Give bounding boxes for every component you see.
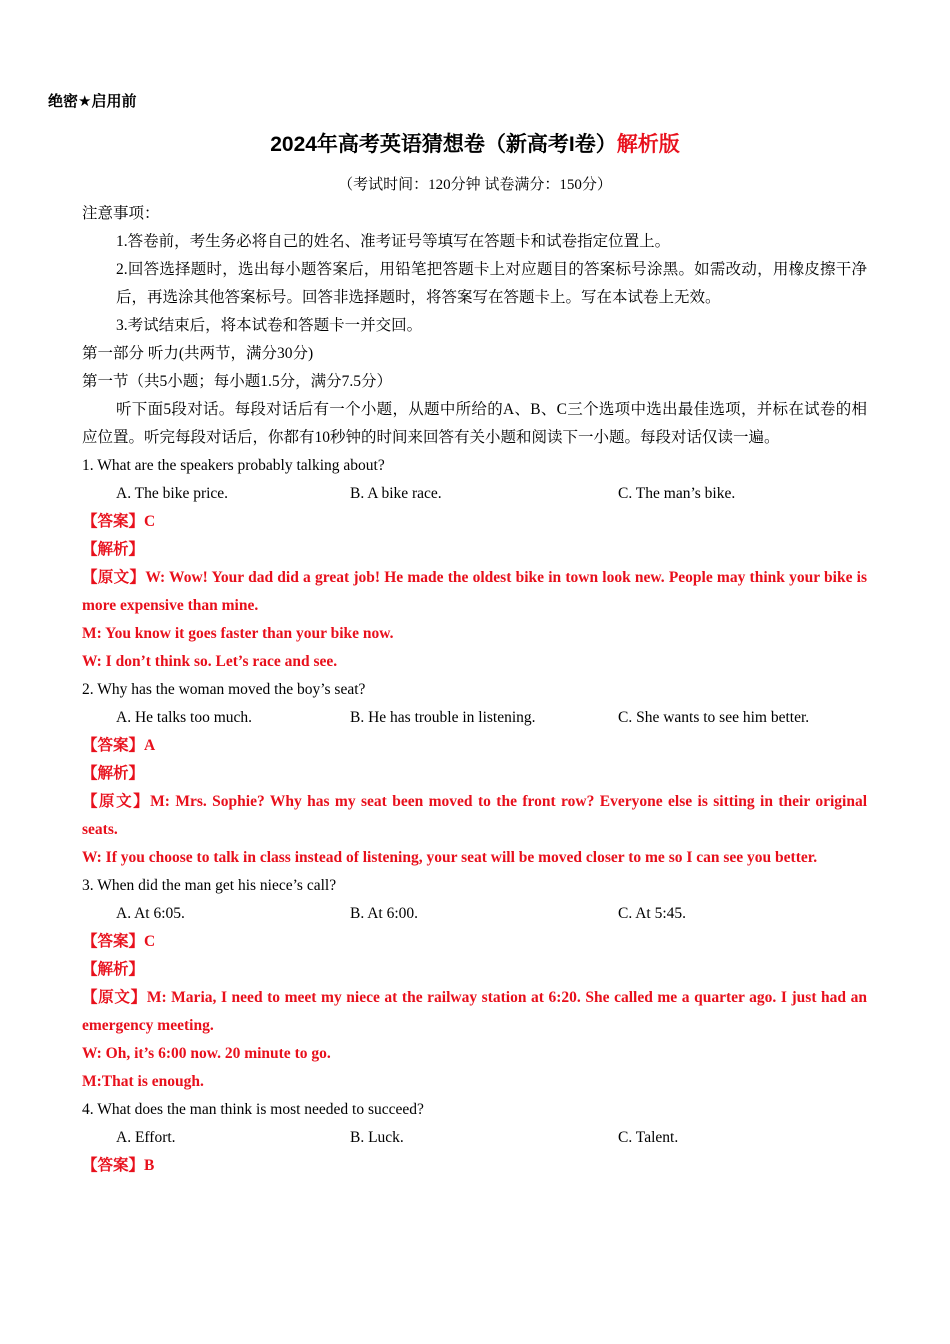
option-a: A. The bike price. — [116, 485, 229, 502]
transcript-line: 【原文】M: Maria, I need to meet my niece at the railway station at 6:20. She called me a quarter ago. I just had an emergency meeting. — [82, 989, 867, 1034]
option-b: B. Luck. — [350, 1129, 404, 1146]
transcript-line: W: Oh, it’s 6:00 now. 20 minute to go. — [82, 1045, 331, 1062]
option-b: B. A bike race. — [350, 485, 442, 502]
part1-heading: 第一部分 听力(共两节，满分30分) — [82, 345, 314, 362]
question-options — [82, 704, 867, 732]
analysis-label: 【解析】 — [82, 541, 145, 558]
transcript-line: M:That is enough. — [82, 1073, 204, 1090]
option-a: A. He talks too much. — [116, 709, 253, 726]
answer: 【答案】C — [82, 933, 156, 950]
question-stem: 1. What are the speakers probably talking about? — [82, 457, 385, 474]
option-b: B. He has trouble in listening. — [350, 709, 536, 726]
transcript-line: 【原文】M: Mrs. Sophie? Why has my seat been moved to the front row? Everyone else is sitting in their original seats. — [82, 793, 867, 838]
exam-body — [82, 200, 867, 1180]
transcript-line: 【原文】W: Wow! Your dad did a great job! He made the oldest bike in town look new. People may think your bike is more expensive than mine. — [82, 569, 867, 614]
option-a: A. Effort. — [116, 1129, 176, 1146]
analysis-label: 【解析】 — [82, 765, 145, 782]
question-options — [82, 1124, 867, 1152]
title-main: 2024年高考英语猜想卷（新高考I卷） — [270, 133, 617, 156]
title-edition: 解析版 — [616, 133, 680, 156]
question-options — [82, 900, 867, 928]
note-3: 3.考试结束后，将本试卷和答题卡一并交回。 — [116, 317, 423, 334]
transcript-line: M: You know it goes faster than your bike now. — [82, 625, 394, 642]
transcript-line: W: If you choose to talk in class instead of listening, your seat will be moved closer to me so I can see you better. — [82, 849, 818, 866]
answer: 【答案】C — [82, 513, 156, 530]
question-stem: 4. What does the man think is most needed to succeed? — [82, 1101, 424, 1118]
question-options — [82, 480, 867, 508]
page-title — [0, 128, 950, 158]
option-a: A. At 6:05. — [116, 905, 185, 922]
option-c: C. Talent. — [618, 1129, 679, 1146]
option-c: C. At 5:45. — [618, 905, 687, 922]
note-2: 2.回答选择题时，选出每小题答案后，用铅笔把答题卡上对应题目的答案标号涂黑。如需改动，用橡皮擦干净后，再选涂其他答案标号。回答非选择题时，将答案写在答题卡上。写在本试卷上无效。 — [116, 261, 867, 306]
question-stem: 3. When did the man get his niece’s call? — [82, 877, 337, 894]
notes-heading: 注意事项： — [82, 205, 160, 222]
exam-info: （考试时间：120分钟 试卷满分：150分） — [338, 177, 612, 193]
note-1: 1.答卷前，考生务必将自己的姓名、准考证号等填写在答题卡和试卷指定位置上。 — [116, 233, 671, 250]
transcript-line: W: I don’t think so. Let’s race and see. — [82, 653, 338, 670]
option-c: C. She wants to see him better. — [618, 709, 810, 726]
section1-heading: 第一节（共5小题；每小题1.5分，满分7.5分） — [82, 373, 393, 390]
option-b: B. At 6:00. — [350, 905, 419, 922]
question-stem: 2. Why has the woman moved the boy’s seat? — [82, 681, 366, 698]
listening-instructions: 听下面5段对话。每段对话后有一个小题，从题中所给的A、B、C三个选项中选出最佳选项，并标在试卷的相应位置。听完每段对话后，你都有10秒钟的时间来回答有关小题和阅读下一小题。每段对话仅读一遍。 — [82, 401, 867, 446]
confidential-label: 绝密★启用前 — [48, 93, 137, 110]
analysis-label: 【解析】 — [82, 961, 145, 978]
option-c: C. The man’s bike. — [618, 485, 736, 502]
answer: 【答案】B — [82, 1157, 155, 1174]
answer: 【答案】A — [82, 737, 156, 754]
